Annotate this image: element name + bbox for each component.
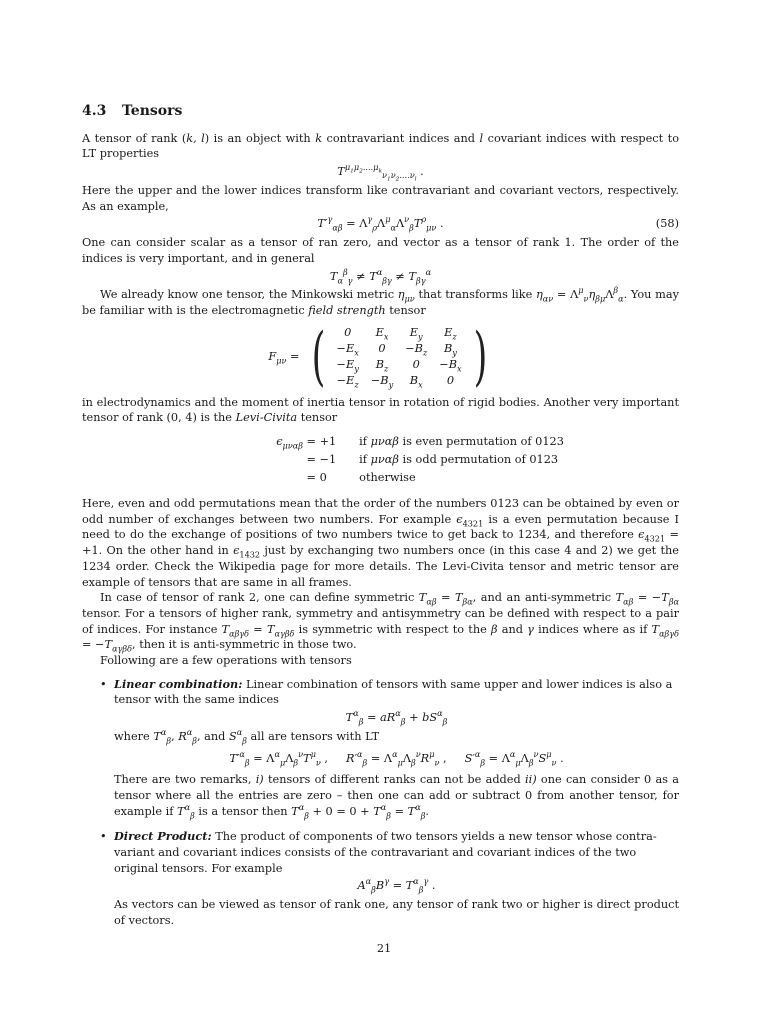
- op-text: Linear combination of tensors with same upper and lower indices is also a tensor with the same indices: [114, 677, 673, 707]
- equation-index-order: $T_\alpha^\beta_\gamma \ne T^\alpha_{\beta\gamma} \ne T_{\beta\gamma}^\alpha$: [329, 266, 432, 285]
- paragraph-permutations: Here, even and odd permutations mean that the order of the numbers 0123 can be obtained by even or odd number of exchanges between two numbers. For example $\epsilon_{4321}$ is a even permutation because I need to do the exchange of positions of two numbers twice to get back to 1234, and therefore $\epsilon_{4321} = +1$. On the other hand in $\epsilon_{1432}$ just by exchanging two numbers once (in this case 4 and 2) we get the 1234 order. Check the Wikipedia page for more details. The Levi-Civita tensor and metric tensor are example of tensors that are same in all frames.: [82, 497, 679, 589]
- case-row: $\epsilon_{\mu\nu\alpha\beta} = +1$ if μναβ is even permutation of 0123: [276, 435, 564, 451]
- list-item: [82, 829, 679, 928]
- page-body: [82, 104, 679, 939]
- matrix-lhs: $F_{\mu\nu}$ =: [268, 349, 300, 365]
- op-label: Linear combination:: [114, 676, 243, 691]
- paragraph-intro: A tensor of rank (k, l) is an object with k contravariant indices and l covariant indices with respect to LT properties: [82, 131, 679, 161]
- page-number: 21: [376, 942, 392, 955]
- field-strength-matrix: $F_{\mu\nu}$ = ( 0 $E_x$ $E_y$ $E_z$ $-E_x$ 0 $-B_z$ $B_y$ $-E_y$ $B_z$ 0 $-B_x$ $-E_z$ $-B_y$ $B_x$ 0 ): [268, 319, 487, 394]
- levi-civita-term: Levi-Civita: [235, 411, 298, 425]
- section-title: Tensors: [122, 103, 183, 119]
- op-label: Direct Product:: [114, 829, 212, 844]
- op-after: As vectors can be viewed as tensor of rank one, any tensor of rank two or higher is direct product of vectors.: [114, 898, 679, 927]
- operations-list: [82, 677, 679, 929]
- paragraph-rank: One can consider scalar as a tensor of ran zero, and vector as a tensor of rank 1. The order of the indices is very important, and in general: [82, 236, 679, 265]
- paragraph-levi-civita-intro: in electrodynamics and the moment of inertia tensor in rotation of rigid bodies. Another very important tensor of rank (0, 4) is the Levi-Civita tensor: [82, 395, 679, 425]
- equation-number: (58): [655, 217, 679, 231]
- field-strength-term: field strength: [308, 303, 386, 317]
- case-row: = 0 otherwise: [306, 471, 416, 485]
- equation-lt-transforms: $T'^\alpha_\beta = \Lambda^\alpha_\mu\Lambda_\beta^\nu T^\mu_\nu$ , $R'^\alpha_\beta = \Lambda^\alpha_\mu\Lambda_\beta^\nu R^\mu_\nu$ , $S'^\alpha_\beta = \Lambda^\alpha_\mu\Lambda_\beta^\nu S^\mu_\nu$ .: [229, 748, 564, 767]
- paragraph-transform: Here the upper and the lower indices transform like contravariant and covariant vectors, respectively. As an example,: [82, 183, 679, 213]
- levi-civita-definition: [82, 434, 679, 488]
- paragraph-symmetry: In case of tensor of rank 2, one can define symmetric $T_{\alpha\beta} = T_{\beta\alpha}$, and an anti-symmetric $T_{\alpha\beta} = -T_{\beta\alpha}$ tensor. For a tensors of higher rank, symmetry and antisymmetry can be defined with respect to a pair of indices. For instance $T_{\alpha\beta\gamma\delta} = T_{\alpha\gamma\beta\delta}$ is symmetric with respect to the β and γ indices where as if $T_{\alpha\beta\gamma\delta} = -T_{\alpha\gamma\beta\delta}$, then it is anti-symmetric in those two.: [82, 591, 679, 654]
- op-text: The product of components of two tensors yields a new tensor whose contra-variant and covariant indices consists of the contravariant and covariant indices of the two original tensors. For example: [114, 830, 657, 875]
- paragraph-operations-intro: Following are a few operations with tensors: [100, 654, 352, 668]
- matrix-table: 0 $E_x$ $E_y$ $E_z$ $-E_x$ 0 $-B_z$ $B_y$ $-E_y$ $B_z$ 0 $-B_x$ $-E_z$ $-B_y$ $B_x$ 0: [336, 325, 462, 389]
- section-heading: [82, 104, 679, 120]
- list-item: [82, 677, 679, 820]
- equation-58: $T'^\gamma_{\alpha\beta} = \Lambda^\gamma_\rho\Lambda^\mu_\alpha\Lambda^\nu_\beta T^\rho_{\mu\nu}$ . (58): [317, 214, 679, 233]
- op-remark: There are two remarks, i) tensors of different ranks can not be added ii) one can consider 0 as a tensor where all the entries are zero – then one can add or subtract 0 from another tensor, for example if $T^\alpha_\beta$ is a tensor then $T^\alpha_\beta + 0 = 0 + T^\alpha_\beta = T^\alpha_\beta$.: [114, 773, 679, 820]
- equation-direct-product: $A^\alpha_\beta B^\gamma = T^\alpha_\beta^\gamma$ .: [357, 876, 436, 895]
- section-number: 4.3: [82, 103, 107, 119]
- op-where: where $T^\alpha_\beta$, $R^\alpha_\beta$, and $S^\alpha_\beta$ all are tensors with LT: [114, 727, 380, 746]
- paragraph-minkowski: We already know one tensor, the Minkowski metric $\eta_{\mu\nu}$ that transforms like $\eta_{\alpha\nu} = \Lambda^\mu_\nu\eta_{\beta\mu}\Lambda^\beta_\alpha$. You may be familiar with is the electromagnetic field strength tensor: [82, 285, 679, 317]
- equation-linear-combination: $T^\alpha_\beta = aR^\alpha_\beta + bS^\alpha_\beta$: [345, 708, 448, 727]
- equation-general-tensor: $T^{\mu_1\mu_2....\mu_k}_{\nu_1\nu_2....\nu_l}$ .: [337, 162, 424, 183]
- case-row: = −1 if μναβ is odd permutation of 0123: [306, 453, 559, 467]
